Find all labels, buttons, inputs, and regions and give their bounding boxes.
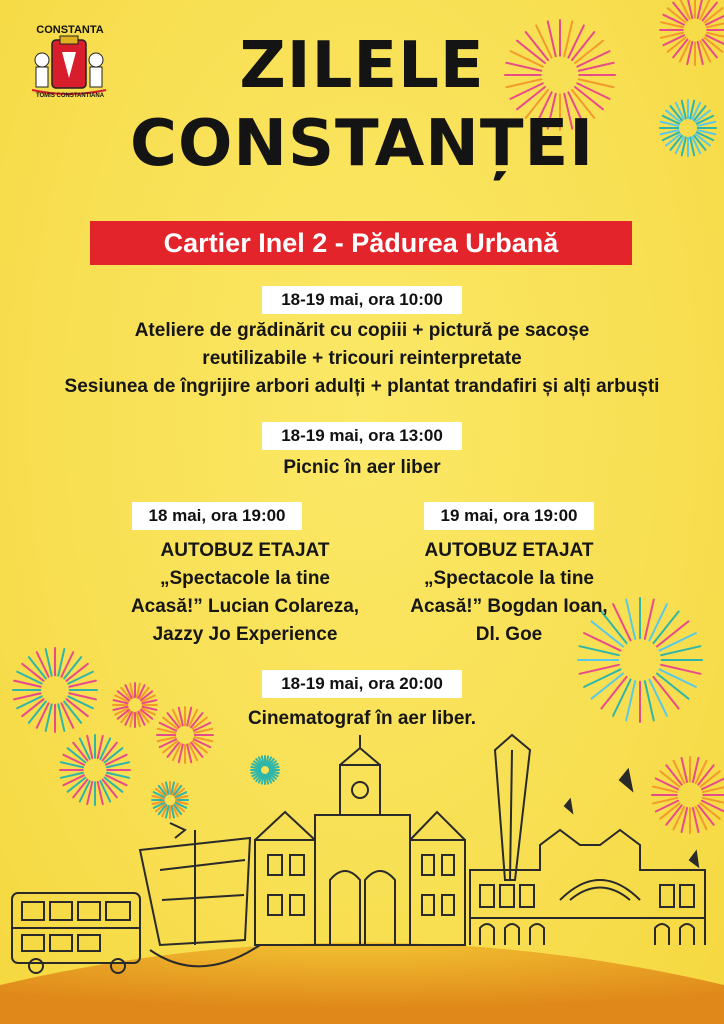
- event-column-left: [95, 537, 395, 649]
- event-time-tag: 18-19 mai, ora 20:00: [262, 670, 462, 698]
- event-description: Cinematograf în aer liber.: [247, 708, 477, 729]
- bird-icon: [690, 852, 698, 866]
- event-description: Acasă!” Bogdan Ioan,: [410, 596, 608, 617]
- event-description: Acasă!” Lucian Colareza,: [130, 596, 360, 617]
- event-description: Ateliere de grădinărit cu copiii + pictură pe sacoșe: [134, 320, 590, 341]
- title-line-1: ZILELE: [239, 29, 485, 103]
- bird-icon: [620, 770, 632, 790]
- event-description: AUTOBUZ ETAJAT: [424, 540, 594, 561]
- event-description: Jazzy Jo Experience: [152, 624, 338, 645]
- event-description: AUTOBUZ ETAJAT: [160, 540, 330, 561]
- event-description: Sesiunea de îngrijire arbori adulți + plantat trandafiri și alți arbuști: [64, 376, 660, 397]
- casino-building-icon: [470, 830, 705, 945]
- event-description: „Spectacole la tine: [423, 568, 594, 589]
- event-time-tag: 18 mai, ora 19:00: [132, 502, 302, 530]
- event-description: reutilizabile + tricouri reinterpretate: [202, 348, 522, 369]
- event-description: Dl. Goe: [475, 624, 543, 645]
- event-time-tag: 18-19 mai, ora 13:00: [262, 422, 462, 450]
- logo-top-text: CONSTANTA: [36, 24, 104, 36]
- event-time-tag: 19 mai, ora 19:00: [424, 502, 594, 530]
- double-decker-bus-icon: [12, 893, 140, 973]
- logo-bottom-text: TOMIS CONSTANTIANA: [35, 93, 105, 99]
- event-description: Picnic în aer liber: [283, 457, 441, 478]
- title-line-2: CONSTANȚEI: [130, 107, 594, 181]
- event-column-right: [359, 537, 659, 649]
- event-description: „Spectacole la tine: [159, 568, 330, 589]
- ground-arc: [0, 943, 724, 1024]
- sailing-ship-icon: [140, 823, 260, 966]
- monument-tower-icon: [495, 735, 530, 880]
- event-time-tag: 18-19 mai, ora 10:00: [262, 286, 462, 314]
- city-hall-building-icon: [255, 735, 465, 945]
- bird-icon: [565, 800, 572, 812]
- location-banner: Cartier Inel 2 - Pădurea Urbană: [90, 221, 632, 265]
